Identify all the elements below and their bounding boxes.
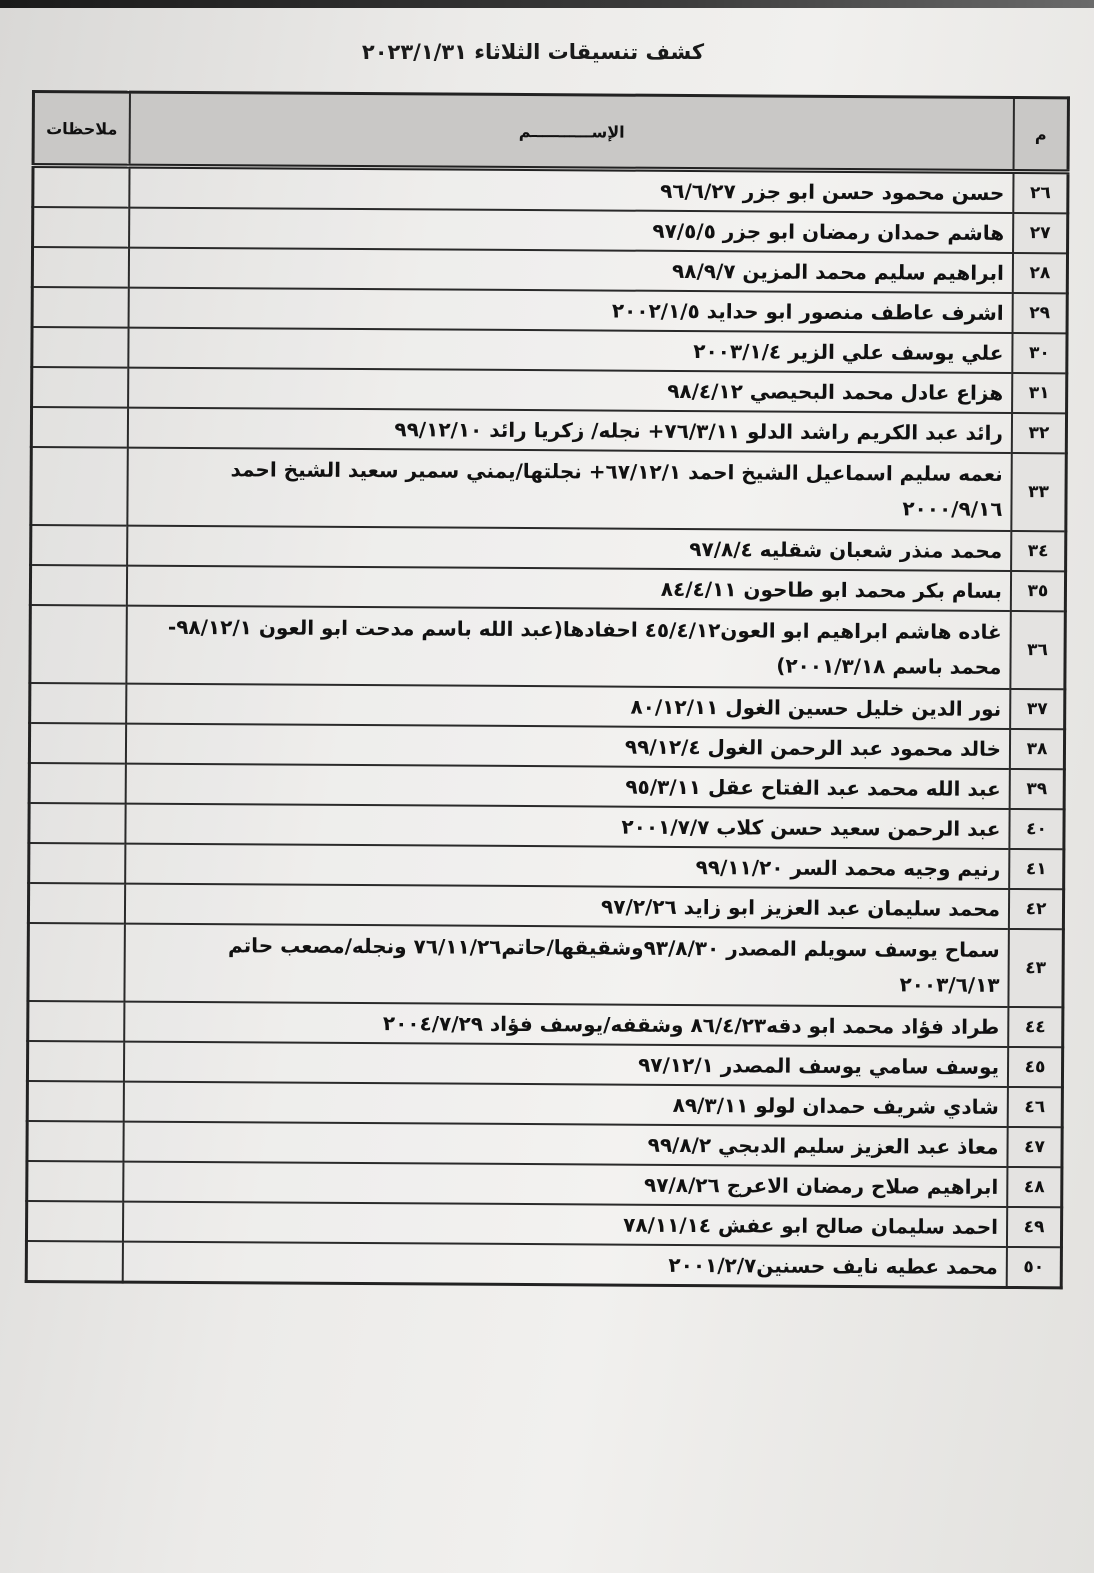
table-body [26, 166, 1068, 1288]
row-name: احمد سليمان صالح ابو عفش ٧٨/١١/١٤ [123, 1202, 1007, 1247]
row-number: ٤٦ [1008, 1087, 1063, 1127]
row-number: ٤٩ [1007, 1207, 1062, 1247]
row-name: رنيم وجيه محمد السر ٩٩/١١/٢٠ [125, 844, 1009, 889]
row-name: بسام بكر محمد ابو طاحون ٨٤/٤/١١ [127, 566, 1011, 611]
row-name: اشرف عاطف منصور ابو حدايد ٢٠٠٢/١/٥ [129, 288, 1013, 333]
row-notes [28, 923, 125, 1002]
row-notes [28, 1001, 125, 1042]
row-number: ٢٦ [1013, 171, 1068, 213]
row-number: ٤٣ [1008, 929, 1063, 1007]
row-name: رائد عبد الكريم راشد الدلو ٧٦/٣/١١+ نجله/ زكريا رائد ٩٩/١٢/١٠ [128, 408, 1012, 453]
row-notes [33, 166, 130, 208]
row-notes [27, 1121, 124, 1162]
row-number: ٣٦ [1010, 611, 1065, 689]
row-number: ٤١ [1009, 849, 1064, 889]
row-notes [31, 447, 128, 526]
row-notes [32, 327, 129, 368]
row-number: ٣٤ [1011, 531, 1066, 571]
row-notes [30, 605, 127, 684]
row-number: ٢٧ [1013, 213, 1068, 253]
row-number: ٤٧ [1007, 1127, 1062, 1167]
row-name: ابراهيم سليم محمد المزين ٩٨/٩/٧ [129, 248, 1013, 293]
row-name: محمد عطيه نايف حسنين٢٠٠١/٢/٧ [123, 1242, 1007, 1288]
row-notes [29, 803, 126, 844]
row-notes [27, 1161, 124, 1202]
row-number: ٤٢ [1009, 889, 1064, 929]
row-notes [33, 207, 130, 248]
header-number: م [1014, 97, 1069, 171]
row-number: ٥٠ [1007, 1247, 1062, 1288]
row-number: ٣٢ [1012, 413, 1067, 453]
row-name: محمد منذر شعبان شقليه ٩٧/٨/٤ [127, 526, 1011, 571]
row-name: شادي شريف حمدان لولو ٨٩/٣/١١ [124, 1082, 1008, 1127]
row-name: هزاع عادل محمد البحيصي ٩٨/٤/١٢ [128, 368, 1012, 413]
row-name: طراد فؤاد محمد ابو دقه٨٦/٤/٢٣ وشقفه/يوسف فؤاد ٢٠٠٤/٧/٢٩ [124, 1002, 1008, 1047]
row-number: ٢٩ [1013, 293, 1068, 333]
row-name: عبد الرحمن سعيد حسن كلاب ٢٠٠١/٧/٧ [125, 804, 1009, 849]
row-name: سماح يوسف سويلم المصدر ٩٣/٨/٣٠وشقيقها/حاتم٧٦/١١/٢٦ ونجله/مصعب حاتم ٢٠٠٣/٦/١٣ [124, 924, 1008, 1007]
row-notes [30, 683, 127, 724]
row-notes [26, 1241, 123, 1282]
row-notes [31, 407, 128, 448]
row-notes [29, 763, 126, 804]
row-name: معاذ عبد العزيز سليم الدبجي ٩٩/٨/٢ [123, 1122, 1007, 1167]
row-name: نعمه سليم اسماعيل الشيخ احمد ٦٧/١٢/١+ نجلتها/يمني سمير سعيد الشيخ احمد ٢٠٠٠/٩/١٦ [127, 448, 1011, 531]
names-table [25, 90, 1070, 1289]
row-number: ٤٠ [1009, 809, 1064, 849]
row-notes [27, 1041, 124, 1082]
row-notes [32, 367, 129, 408]
row-notes [28, 883, 125, 924]
row-name: علي يوسف علي الزير ٢٠٠٣/١/٤ [128, 328, 1012, 373]
row-number: ٤٤ [1008, 1007, 1063, 1047]
row-name: حسن محمود حسن ابو جزر ٩٦/٦/٢٧ [129, 166, 1013, 213]
row-name: محمد سليمان عبد العزيز ابو زايد ٩٧/٢/٢٦ [125, 884, 1009, 929]
row-name: خالد محمود عبد الرحمن الغول ٩٩/١٢/٤ [126, 724, 1010, 769]
header-notes: ملاحظات [33, 92, 130, 167]
row-number: ٣٨ [1010, 729, 1065, 769]
row-notes [29, 843, 126, 884]
row-number: ٣٣ [1011, 453, 1066, 531]
row-notes [31, 525, 128, 566]
row-number: ٣٥ [1011, 571, 1066, 611]
row-notes [26, 1201, 123, 1242]
row-name: نور الدين خليل حسين الغول ٨٠/١٢/١١ [126, 684, 1010, 729]
document-title-text: كشف تنسيقات الثلاثاء ٢٠٢٣/١/٣١ [361, 40, 705, 64]
row-notes [32, 287, 129, 328]
page-top-edge [0, 0, 1094, 8]
header-name: الإســـــــــــم [130, 92, 1014, 171]
row-number: ٣٧ [1010, 689, 1065, 729]
row-notes [32, 247, 129, 288]
row-name: هاشم حمدان رمضان ابو جزر ٩٧/٥/٥ [129, 208, 1013, 253]
table-header-row [33, 92, 1068, 172]
row-name: يوسف سامي يوسف المصدر ٩٧/١٢/١ [124, 1042, 1008, 1087]
row-number: ٤٥ [1008, 1047, 1063, 1087]
row-notes [29, 723, 126, 764]
row-number: ٤٨ [1007, 1167, 1062, 1207]
row-notes [27, 1081, 124, 1122]
row-number: ٣١ [1012, 373, 1067, 413]
row-name: عبد الله محمد عبد الفتاح عقل ٩٥/٣/١١ [126, 764, 1010, 809]
document-title [0, 40, 1094, 64]
row-name: غاده هاشم ابراهيم ابو العون٤٥/٤/١٢ احفادها(عبد الله باسم مدحت ابو العون ٩٨/١٢/١- محمد باسم ٢٠٠١/٣/١٨) [126, 606, 1010, 689]
row-number: ٢٨ [1013, 253, 1068, 293]
row-name: ابراهيم صلاح رمضان الاعرج ٩٧/٨/٢٦ [123, 1162, 1007, 1207]
row-number: ٣٩ [1010, 769, 1065, 809]
row-notes [30, 565, 127, 606]
row-number: ٣٠ [1012, 333, 1067, 373]
